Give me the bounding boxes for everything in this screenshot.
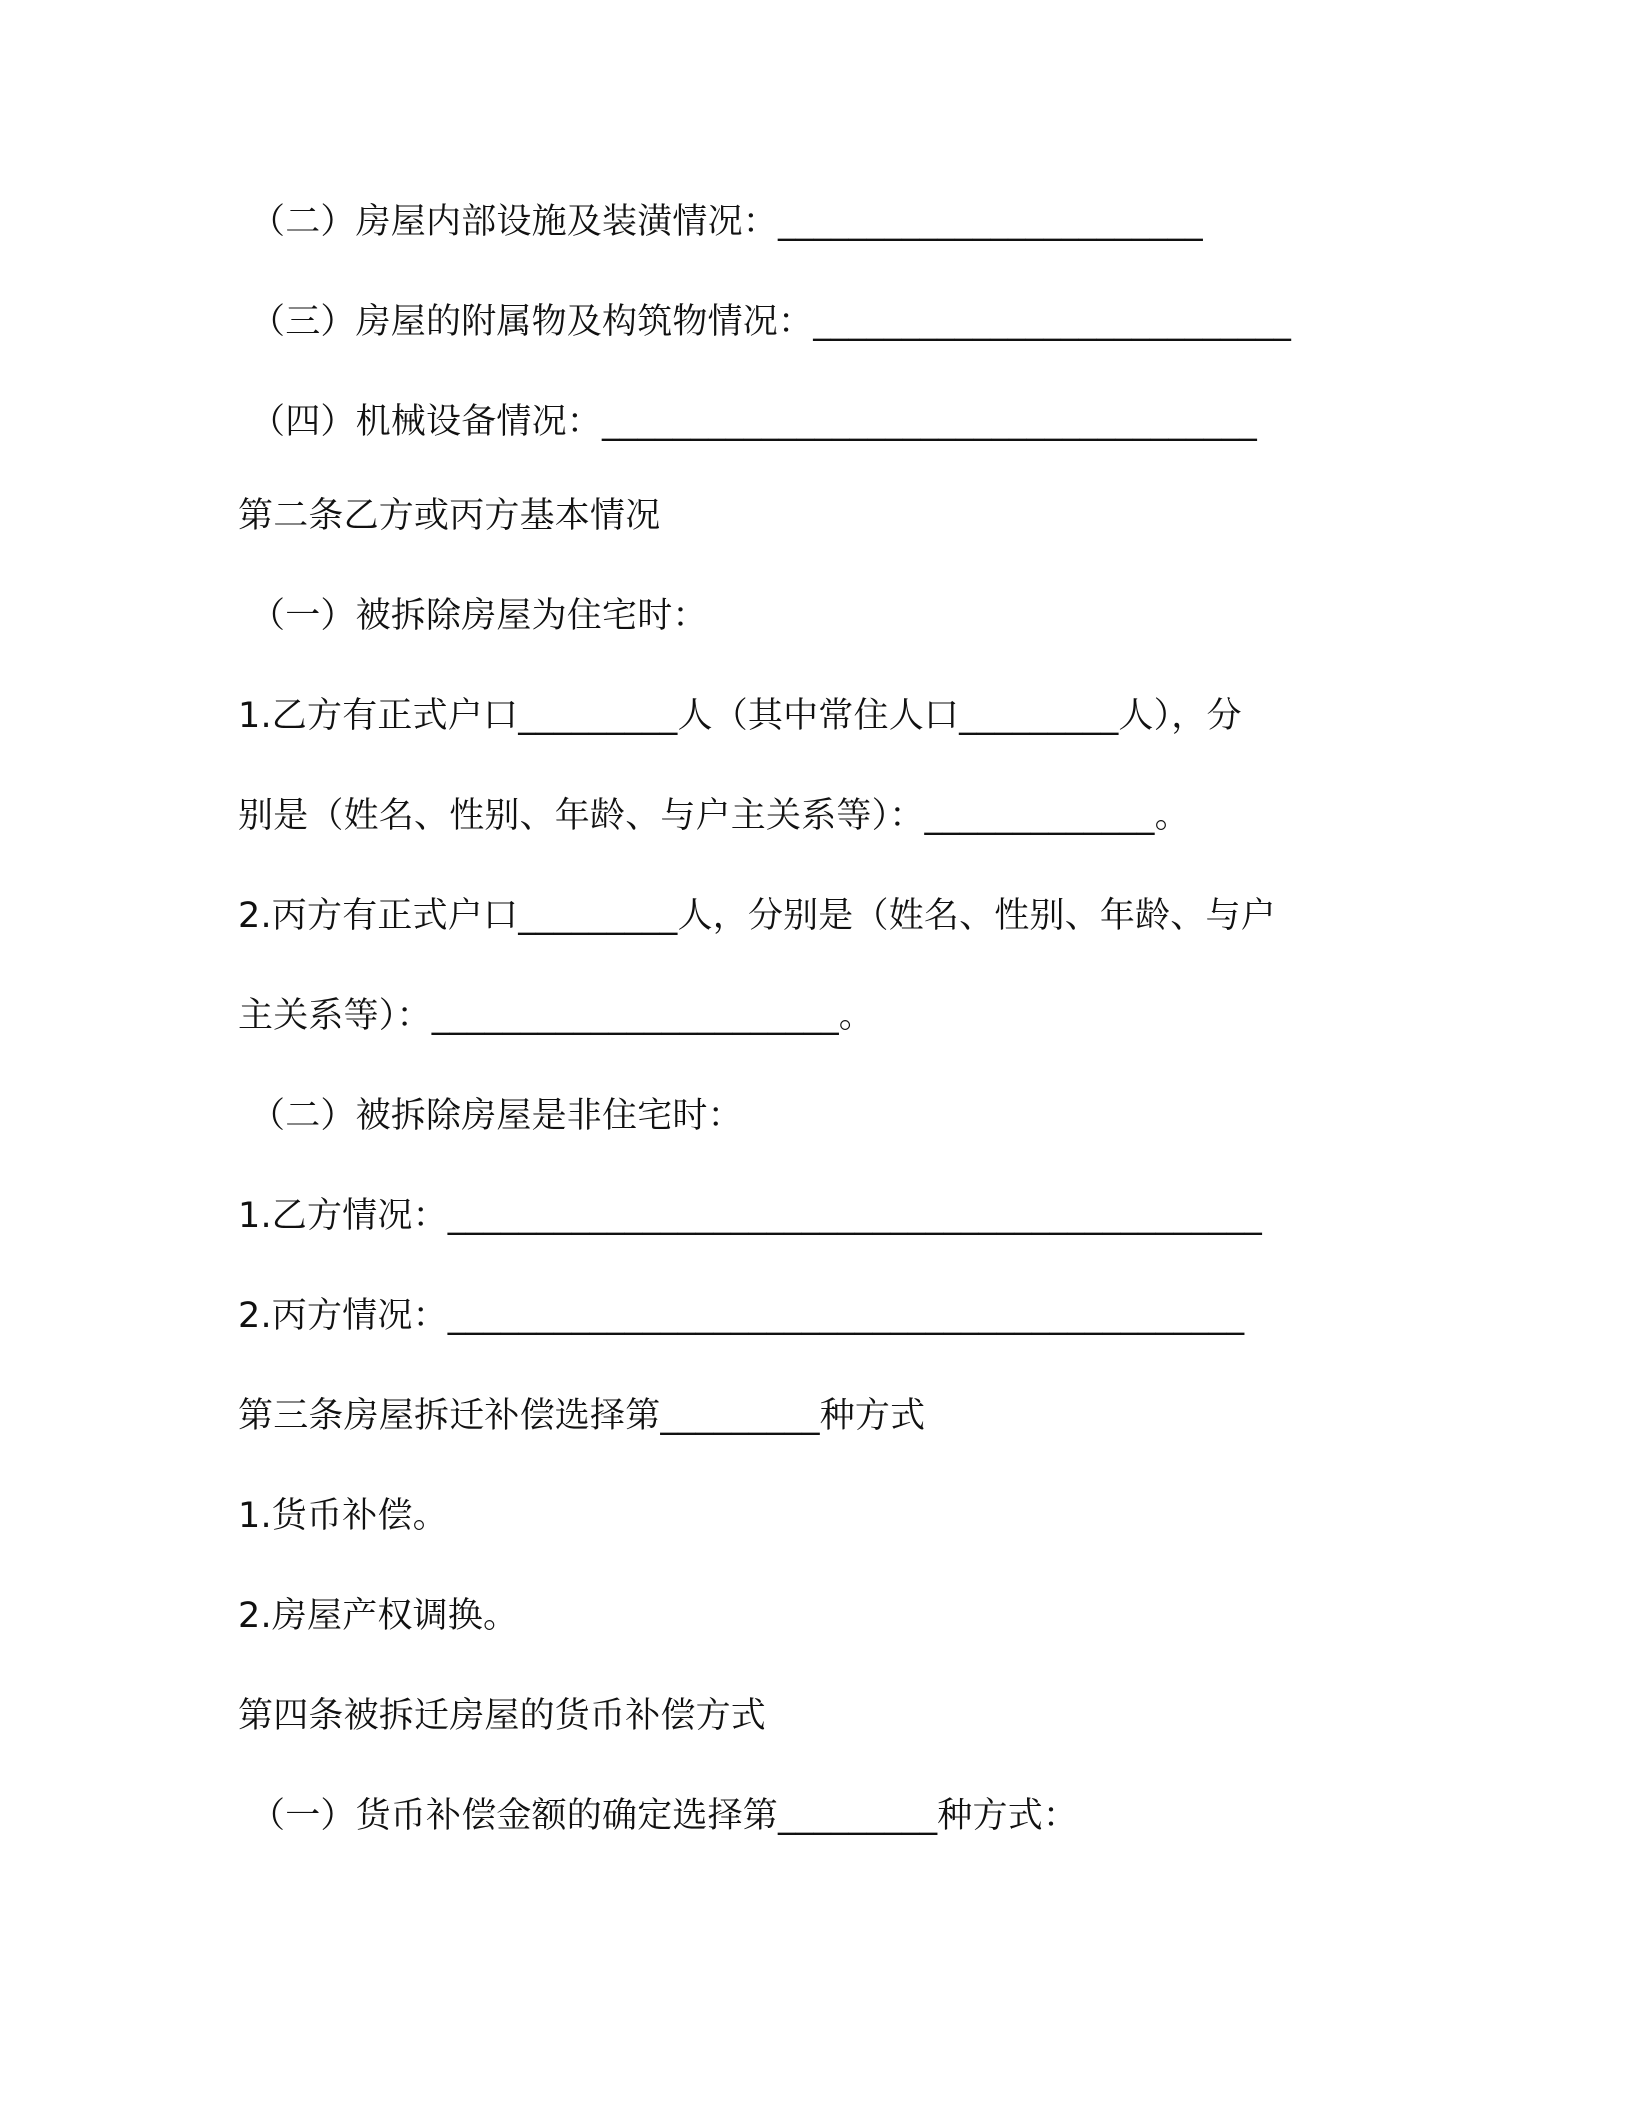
document-line: （三）房屋的附属物及构筑物情况：___________________________ — [250, 302, 1292, 342]
document-line: （一）货币补偿金额的确定选择第_________种方式： — [250, 1796, 1079, 1836]
section-heading: 第二条乙方或丙方基本情况 — [238, 496, 661, 536]
document-line: （一）被拆除房屋为住宅时： — [250, 596, 708, 636]
document-line: （二）房屋内部设施及装潢情况：________________________ — [250, 202, 1203, 242]
document-line: 别是（姓名、性别、年龄、与户主关系等）：_____________。 — [238, 796, 1190, 836]
document-line: 1.乙方情况：______________________________________________ — [238, 1196, 1262, 1236]
document-line: 1.货币补偿。 — [238, 1496, 448, 1536]
document-line: 主关系等）：_______________________。 — [238, 996, 875, 1036]
document-line: 2.丙方有正式户口_________人，分别是（姓名、性别、年龄、与户 — [238, 896, 1276, 936]
document-line: 2.丙方情况：_____________________________________________ — [238, 1296, 1245, 1336]
document-line: （四）机械设备情况：_____________________________________ — [250, 402, 1257, 442]
document-line: 2.房屋产权调换。 — [238, 1596, 519, 1636]
section-heading: 第四条被拆迁房屋的货币补偿方式 — [238, 1696, 767, 1736]
document-line: 1.乙方有正式户口_________人（其中常住人口_________人），分 — [238, 696, 1242, 736]
document-line: （二）被拆除房屋是非住宅时： — [250, 1096, 743, 1136]
section-heading: 第三条房屋拆迁补偿选择第_________种方式 — [238, 1396, 926, 1436]
